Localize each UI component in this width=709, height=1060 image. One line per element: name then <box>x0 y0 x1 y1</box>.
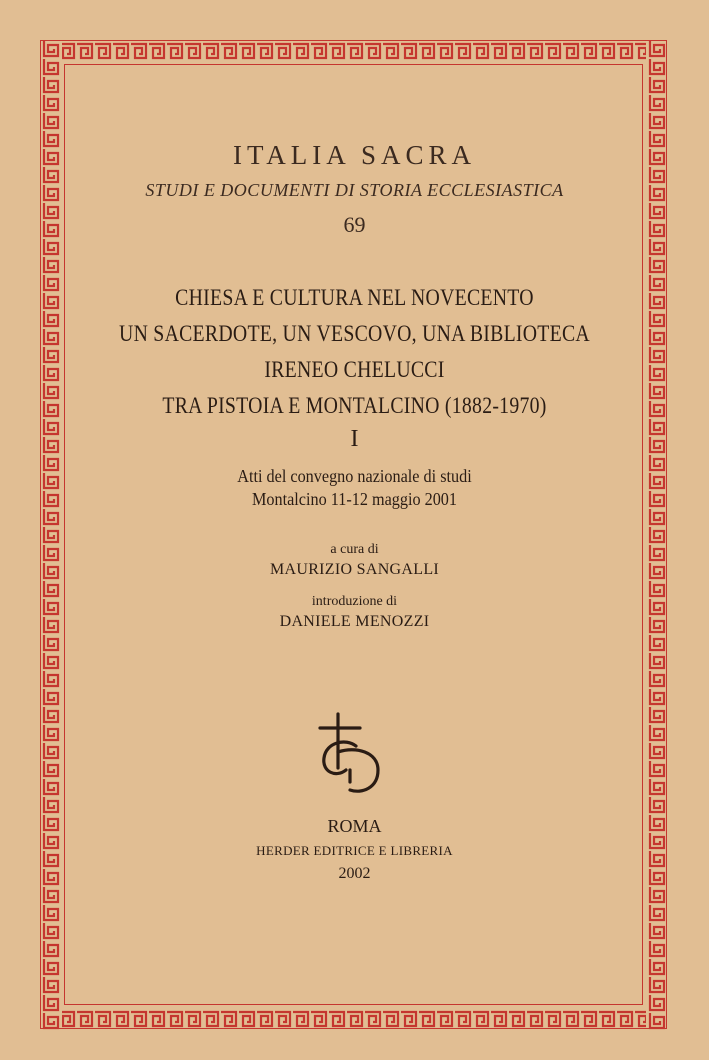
editor-label: a cura di <box>330 542 379 557</box>
proceedings-line: Montalcino 11-12 maggio 2001 <box>251 489 458 509</box>
title-line: IRENEO CHELUCCI <box>264 357 445 382</box>
title-line: UN SACERDOTE, UN VESCOVO, UNA BIBLIOTECA <box>119 321 590 346</box>
proceedings-line: Atti del convegno nazionale di studi <box>237 466 472 486</box>
volume-number: I <box>350 426 359 452</box>
series-number: 69 <box>343 212 366 237</box>
introducer-name: DANIELE MENOZZI <box>279 613 430 630</box>
series-title: ITALIA SACRA <box>232 140 477 170</box>
publisher-name: HERDER EDITRICE E LIBRERIA <box>256 843 453 858</box>
editor-name: MAURIZIO SANGALLI <box>269 561 440 578</box>
title-line: TRA PISTOIA E MONTALCINO (1882-1970) <box>162 393 547 418</box>
publication-year: 2002 <box>338 865 371 882</box>
publisher-city: ROMA <box>327 816 382 836</box>
series-subtitle: STUDI E DOCUMENTI DI STORIA ECCLESIASTICA <box>145 180 564 200</box>
publisher-monogram-icon <box>316 712 388 798</box>
intro-label: introduzione di <box>311 594 398 609</box>
border-inner-rule <box>64 64 643 1005</box>
title-line: CHIESA E CULTURA NEL NOVECENTO <box>175 285 534 310</box>
